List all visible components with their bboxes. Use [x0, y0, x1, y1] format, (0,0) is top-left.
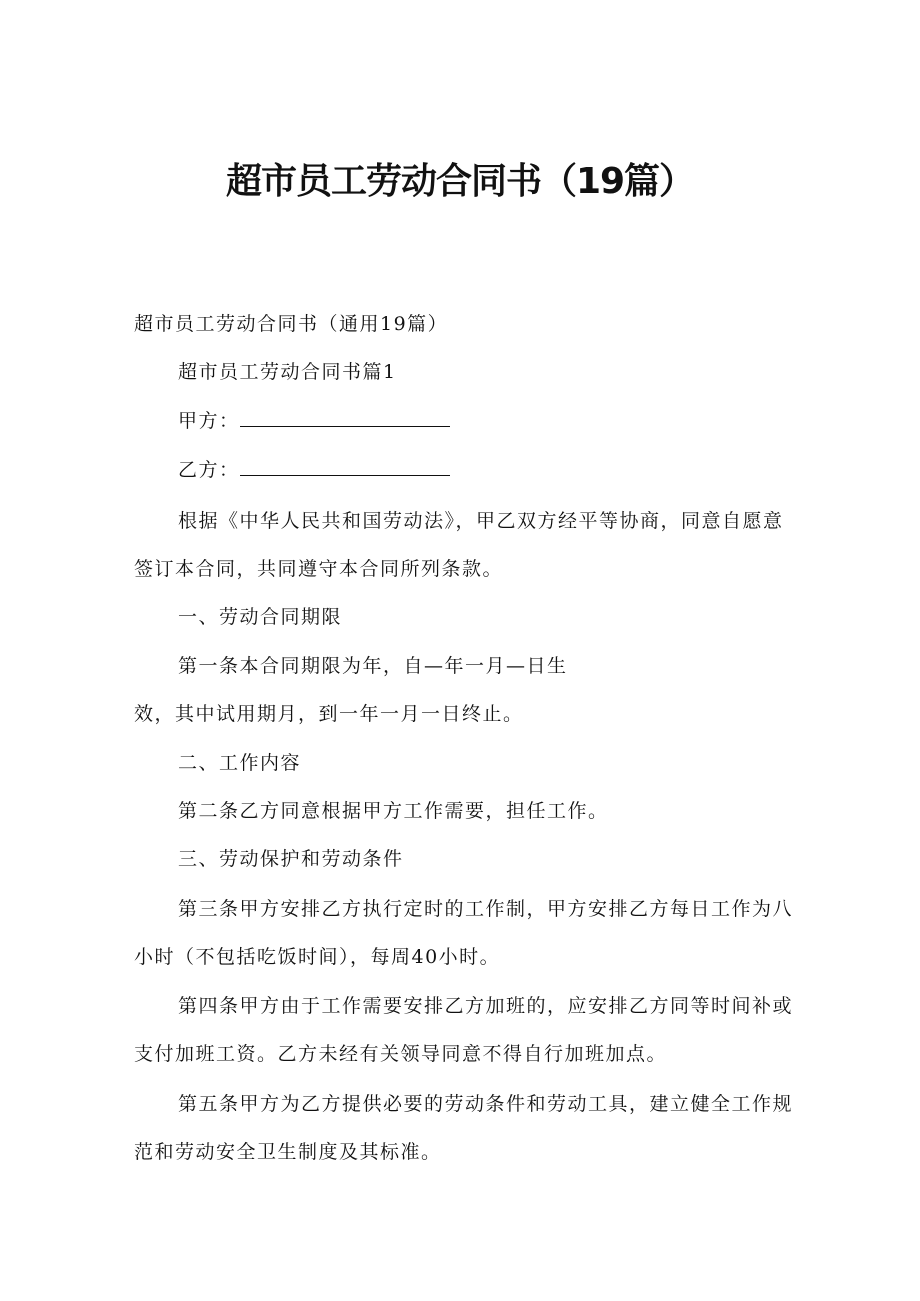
party-a-label: 甲方： [178, 410, 240, 432]
intro-line-2: 签订本合同，共同遵守本合同所列条款。 [134, 558, 504, 580]
document-title: 超市员工劳动合同书（19篇） [225, 161, 695, 202]
party-b-line [178, 456, 450, 484]
article-2: 第二条乙方同意根据甲方工作需要，担任工作。 [178, 800, 609, 822]
party-a-blank [240, 408, 450, 427]
article-5-line-2: 范和劳动安全卫生制度及其标准。 [134, 1141, 442, 1163]
party-a-line [178, 407, 450, 435]
article-1-line-1: 第一条本合同期限为年，自—年一月—日生 [178, 655, 568, 677]
article-1-line-2: 效，其中试用期月，到一年一月一日终止。 [134, 703, 524, 725]
article-4-line-2: 支付加班工资。乙方未经有关领导同意不得自行加班加点。 [134, 1043, 668, 1065]
article-4-line-1: 第四条甲方由于工作需要安排乙方加班的，应安排乙方同等时间补或 [178, 995, 794, 1017]
heading-labor-protection: 三、劳动保护和劳动条件 [178, 848, 404, 870]
article-3-line-2: 小时（不包括吃饭时间），每周40小时。 [134, 946, 501, 968]
intro-line-1: 根据《中华人民共和国劳动法》，甲乙双方经平等协商，同意自愿意 [178, 510, 784, 532]
article-3-line-1: 第三条甲方安排乙方执行定时的工作制，甲方安排乙方每日工作为八 [178, 898, 794, 920]
party-b-label: 乙方： [178, 459, 240, 481]
heading-term: 一、劳动合同期限 [178, 606, 343, 628]
article-5-line-1: 第五条甲方为乙方提供必要的劳动条件和劳动工具，建立健全工作规 [178, 1093, 794, 1115]
party-b-blank [240, 457, 450, 476]
section-heading: 超市员工劳动合同书篇1 [178, 361, 397, 383]
document-subtitle: 超市员工劳动合同书（通用19篇） [134, 313, 449, 335]
heading-work-content: 二、工作内容 [178, 752, 302, 774]
